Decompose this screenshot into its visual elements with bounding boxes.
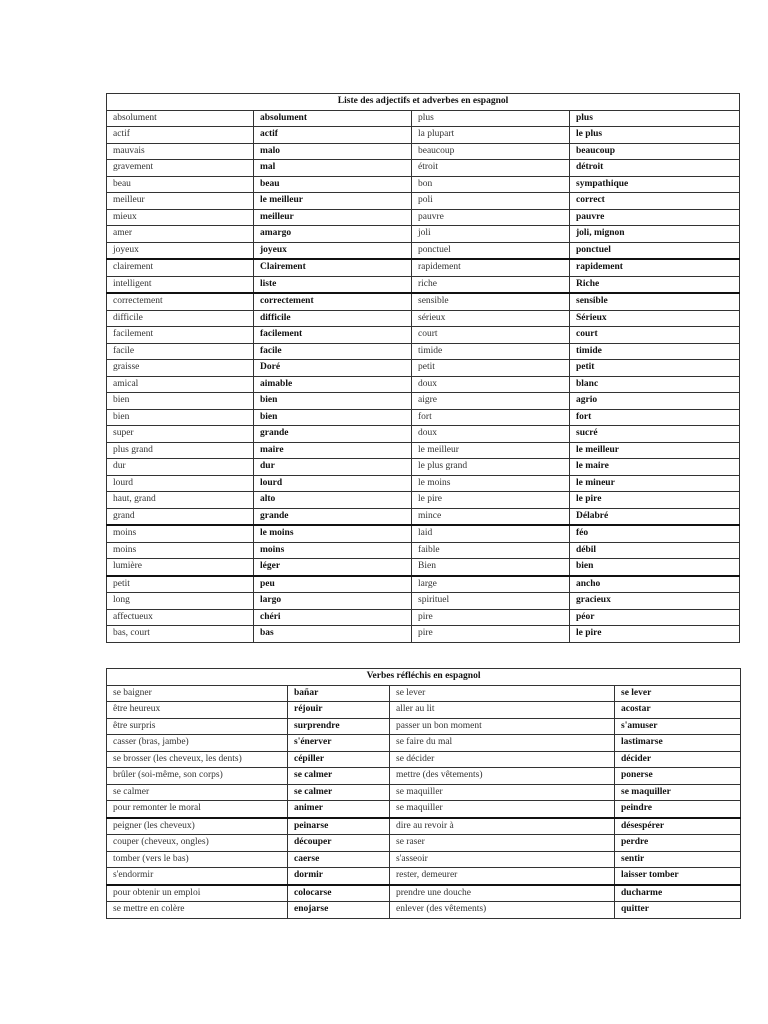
table-row <box>107 593 740 610</box>
adjectives-table-title: Liste des adjectifs et adverbes en espagnol <box>107 94 740 111</box>
table-cell: sucré <box>570 426 740 443</box>
table-cell: le meilleur <box>254 193 412 210</box>
table-cell: animer <box>288 801 390 818</box>
table-cell: se brosser (les cheveux, les dents) <box>107 751 288 768</box>
table-cell: facile <box>254 343 412 360</box>
table-cell: bien <box>570 559 740 576</box>
table-cell: correct <box>570 193 740 210</box>
table-row <box>107 868 741 885</box>
table-cell: beau <box>107 176 254 193</box>
table-cell: ducharme <box>615 885 741 902</box>
table-cell: beaucoup <box>570 143 740 160</box>
table-cell: péor <box>570 609 740 626</box>
table-cell: facilement <box>107 327 254 344</box>
table-cell: moins <box>107 542 254 559</box>
table-cell: s'énerver <box>288 735 390 752</box>
table-cell: s'amuser <box>615 718 741 735</box>
table-cell: étroit <box>412 160 570 177</box>
table-cell: lastimarse <box>615 735 741 752</box>
table-cell: caerse <box>288 851 390 868</box>
table-row <box>107 226 740 243</box>
table-cell: mal <box>254 160 412 177</box>
table-cell: ancho <box>570 576 740 593</box>
table-cell: se raser <box>390 835 615 852</box>
table-row <box>107 508 740 525</box>
table-cell: poli <box>412 193 570 210</box>
table-row <box>107 293 740 310</box>
table-cell: la plupart <box>412 127 570 144</box>
table-cell: le moins <box>254 525 412 542</box>
table-row <box>107 176 740 193</box>
table-cell: chéri <box>254 609 412 626</box>
table-cell: enlever (des vêtements) <box>390 902 615 919</box>
table-cell: amer <box>107 226 254 243</box>
table-cell: pauvre <box>412 209 570 226</box>
table-row <box>107 459 740 476</box>
table-cell: sentir <box>615 851 741 868</box>
table-row <box>107 685 741 702</box>
table-cell: léger <box>254 559 412 576</box>
table-cell: meilleur <box>107 193 254 210</box>
table-row <box>107 393 740 410</box>
table-cell: bien <box>254 393 412 410</box>
table-cell: se mettre en colère <box>107 902 288 919</box>
table-row <box>107 576 740 593</box>
table-cell: se faire du mal <box>390 735 615 752</box>
adjectives-table <box>106 93 740 643</box>
table-cell: bien <box>107 409 254 426</box>
table-row <box>107 525 740 542</box>
table-cell: se décider <box>390 751 615 768</box>
table-row <box>107 702 741 719</box>
table-row <box>107 751 741 768</box>
table-row <box>107 259 740 276</box>
table-cell: fort <box>412 409 570 426</box>
table-cell: colocarse <box>288 885 390 902</box>
table-row <box>107 160 740 177</box>
table-cell: se maquiller <box>390 801 615 818</box>
table-cell: le pire <box>570 626 740 643</box>
table-cell: correctement <box>254 293 412 310</box>
table-cell: lourd <box>254 475 412 492</box>
table-row <box>107 542 740 559</box>
table-cell: large <box>412 576 570 593</box>
table-cell: casser (bras, jambe) <box>107 735 288 752</box>
table-cell: dire au revoir à <box>390 818 615 835</box>
table-cell: pire <box>412 626 570 643</box>
table-cell: laid <box>412 525 570 542</box>
table-cell: se maquiller <box>615 784 741 801</box>
table-cell: aimable <box>254 376 412 393</box>
table-cell: joyeux <box>254 242 412 259</box>
table-cell: super <box>107 426 254 443</box>
table-cell: prendre une douche <box>390 885 615 902</box>
table-cell: décider <box>615 751 741 768</box>
table-cell: dormir <box>288 868 390 885</box>
table-cell: découper <box>288 835 390 852</box>
table-row <box>107 193 740 210</box>
table-cell: bas, court <box>107 626 254 643</box>
table-cell: clairement <box>107 259 254 276</box>
table-cell: le plus <box>570 127 740 144</box>
table-row <box>107 343 740 360</box>
table-cell: grand <box>107 508 254 525</box>
table-cell: désespérer <box>615 818 741 835</box>
table-cell: couper (cheveux, ongles) <box>107 835 288 852</box>
table-row <box>107 851 741 868</box>
table-row <box>107 310 740 327</box>
table-cell: beau <box>254 176 412 193</box>
table-row <box>107 110 740 127</box>
table-cell: réjouir <box>288 702 390 719</box>
table-cell: se calmer <box>107 784 288 801</box>
table-cell: largo <box>254 593 412 610</box>
table-cell: se calmer <box>288 784 390 801</box>
table-cell: rapidement <box>570 259 740 276</box>
table-cell: pour remonter le moral <box>107 801 288 818</box>
table-cell: être surpris <box>107 718 288 735</box>
table-cell: le moins <box>412 475 570 492</box>
table-cell: correctement <box>107 293 254 310</box>
table-cell: bien <box>107 393 254 410</box>
table-cell: difficile <box>254 310 412 327</box>
table-cell: rapidement <box>412 259 570 276</box>
table-cell: riche <box>412 276 570 293</box>
table-row <box>107 885 741 902</box>
table-cell: faible <box>412 542 570 559</box>
table-cell: acostar <box>615 702 741 719</box>
table-cell: le pire <box>570 492 740 509</box>
table-cell: perdre <box>615 835 741 852</box>
table-cell: joyeux <box>107 242 254 259</box>
table-row <box>107 360 740 377</box>
table-cell: blanc <box>570 376 740 393</box>
table-cell: se lever <box>615 685 741 702</box>
table-cell: ponctuel <box>412 242 570 259</box>
table-row <box>107 442 740 459</box>
table-cell: Sérieux <box>570 310 740 327</box>
table-cell: lourd <box>107 475 254 492</box>
table-cell: doux <box>412 426 570 443</box>
table-cell: le pire <box>412 492 570 509</box>
table-cell: le meilleur <box>412 442 570 459</box>
table-cell: moins <box>107 525 254 542</box>
table-cell: plus <box>412 110 570 127</box>
table-cell: haut, grand <box>107 492 254 509</box>
table-row <box>107 242 740 259</box>
table-cell: petit <box>570 360 740 377</box>
table-cell: doux <box>412 376 570 393</box>
table-cell: bon <box>412 176 570 193</box>
table-cell: agrio <box>570 393 740 410</box>
table-cell: bas <box>254 626 412 643</box>
table-row <box>107 768 741 785</box>
table-cell: s'endormir <box>107 868 288 885</box>
table-row <box>107 818 741 835</box>
table-cell: facilement <box>254 327 412 344</box>
table-cell: pour obtenir un emploi <box>107 885 288 902</box>
table-cell: Doré <box>254 360 412 377</box>
table-cell: absolument <box>107 110 254 127</box>
table-cell: Riche <box>570 276 740 293</box>
table-cell: court <box>570 327 740 344</box>
table-row <box>107 835 741 852</box>
table-row <box>107 209 740 226</box>
table-cell: spirituel <box>412 593 570 610</box>
table-cell: cépiller <box>288 751 390 768</box>
table-cell: moins <box>254 542 412 559</box>
table-cell: timide <box>412 343 570 360</box>
table-cell: se calmer <box>288 768 390 785</box>
table-cell: brûler (soi-même, son corps) <box>107 768 288 785</box>
table-cell: se lever <box>390 685 615 702</box>
table-row <box>107 801 741 818</box>
table-cell: Bien <box>412 559 570 576</box>
table-cell: se baigner <box>107 685 288 702</box>
table-row <box>107 127 740 144</box>
table-cell: actif <box>107 127 254 144</box>
table-cell: court <box>412 327 570 344</box>
table-cell: être heureux <box>107 702 288 719</box>
table-row <box>107 902 741 919</box>
table-cell: laisser tomber <box>615 868 741 885</box>
table-row <box>107 609 740 626</box>
table-cell: gravement <box>107 160 254 177</box>
table-cell: le meilleur <box>570 442 740 459</box>
table-row <box>107 784 741 801</box>
table-cell: peu <box>254 576 412 593</box>
table-row <box>107 327 740 344</box>
table-cell: ponctuel <box>570 242 740 259</box>
table-row <box>107 626 740 643</box>
table-cell: quitter <box>615 902 741 919</box>
table-cell: petit <box>412 360 570 377</box>
table-cell: le maire <box>570 459 740 476</box>
table-row <box>107 409 740 426</box>
table-cell: surprendre <box>288 718 390 735</box>
table-cell: petit <box>107 576 254 593</box>
table-cell: actif <box>254 127 412 144</box>
table-cell: plus <box>570 110 740 127</box>
table-cell: sensible <box>570 293 740 310</box>
table-cell: sympathique <box>570 176 740 193</box>
table-cell: Délabré <box>570 508 740 525</box>
table-cell: s'asseoir <box>390 851 615 868</box>
table-cell: peindre <box>615 801 741 818</box>
table-cell: dur <box>254 459 412 476</box>
table-cell: timide <box>570 343 740 360</box>
table-cell: pire <box>412 609 570 626</box>
table-cell: mauvais <box>107 143 254 160</box>
verbs-table-title: Verbes réfléchis en espagnol <box>107 669 741 686</box>
table-cell: sérieux <box>412 310 570 327</box>
table-cell: grande <box>254 426 412 443</box>
table-cell: enojarse <box>288 902 390 919</box>
table-cell: amargo <box>254 226 412 243</box>
table-cell: lumière <box>107 559 254 576</box>
table-cell: ponerse <box>615 768 741 785</box>
table-cell: grande <box>254 508 412 525</box>
table-cell: alto <box>254 492 412 509</box>
table-cell: amical <box>107 376 254 393</box>
table-cell: mince <box>412 508 570 525</box>
table-cell: mieux <box>107 209 254 226</box>
table-cell: malo <box>254 143 412 160</box>
table-cell: intelligent <box>107 276 254 293</box>
table-row <box>107 718 741 735</box>
table-cell: peinarse <box>288 818 390 835</box>
table-cell: absolument <box>254 110 412 127</box>
table-cell: graisse <box>107 360 254 377</box>
table-cell: bien <box>254 409 412 426</box>
table-cell: affectueux <box>107 609 254 626</box>
table-row <box>107 426 740 443</box>
table-cell: pauvre <box>570 209 740 226</box>
table-row <box>107 143 740 160</box>
table-row <box>107 735 741 752</box>
table-cell: gracieux <box>570 593 740 610</box>
table-cell: meilleur <box>254 209 412 226</box>
table-cell: passer un bon moment <box>390 718 615 735</box>
table-cell: le plus grand <box>412 459 570 476</box>
table-cell: débil <box>570 542 740 559</box>
table-cell: joli, mignon <box>570 226 740 243</box>
table-cell: plus grand <box>107 442 254 459</box>
table-row <box>107 559 740 576</box>
table-cell: long <box>107 593 254 610</box>
verbs-table <box>106 668 741 919</box>
table-row <box>107 475 740 492</box>
table-cell: se maquiller <box>390 784 615 801</box>
table-row <box>107 492 740 509</box>
table-cell: mettre (des vêtements) <box>390 768 615 785</box>
table-cell: maire <box>254 442 412 459</box>
table-cell: fort <box>570 409 740 426</box>
table-row <box>107 276 740 293</box>
table-cell: le mineur <box>570 475 740 492</box>
table-cell: dur <box>107 459 254 476</box>
table-cell: aigre <box>412 393 570 410</box>
table-cell: peigner (les cheveux) <box>107 818 288 835</box>
table-cell: joli <box>412 226 570 243</box>
table-cell: liste <box>254 276 412 293</box>
table-cell: beaucoup <box>412 143 570 160</box>
table-row <box>107 376 740 393</box>
table-cell: Clairement <box>254 259 412 276</box>
table-cell: rester, demeurer <box>390 868 615 885</box>
table-cell: aller au lit <box>390 702 615 719</box>
table-cell: difficile <box>107 310 254 327</box>
table-cell: féo <box>570 525 740 542</box>
table-cell: facile <box>107 343 254 360</box>
table-cell: sensible <box>412 293 570 310</box>
table-cell: tomber (vers le bas) <box>107 851 288 868</box>
table-cell: bañar <box>288 685 390 702</box>
table-cell: détroit <box>570 160 740 177</box>
